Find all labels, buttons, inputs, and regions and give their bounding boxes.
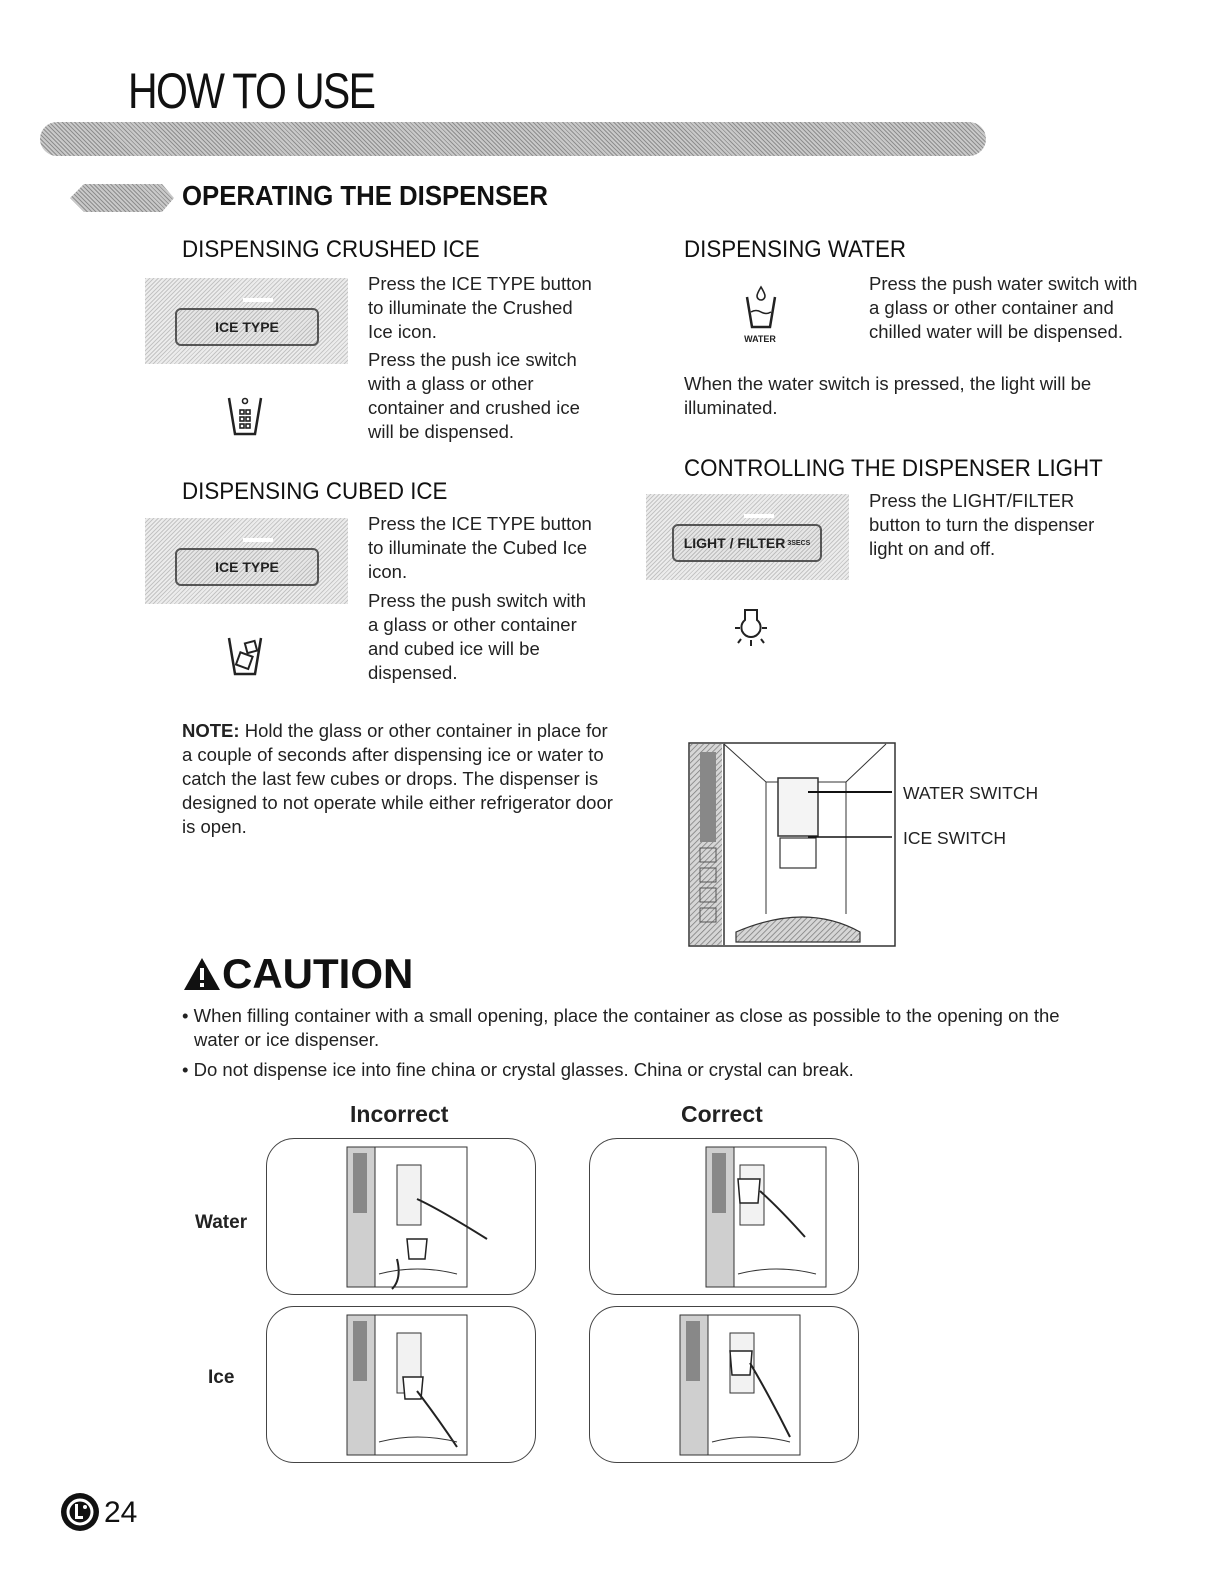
ice-type-panel-cubed <box>145 518 348 604</box>
panel-indicator <box>243 538 273 542</box>
cubed-ice-heading: DISPENSING CUBED ICE <box>182 478 448 505</box>
light-filter-button-image <box>672 524 822 562</box>
caution-title: CAUTION <box>222 950 414 997</box>
row-label-ice: Ice <box>208 1367 235 1388</box>
note-paragraph <box>182 719 622 839</box>
panel-indicator <box>243 298 273 302</box>
dispenser-illustration <box>267 1307 535 1462</box>
row-label-water: Water <box>195 1212 248 1233</box>
incorrect-water-illustration <box>266 1138 536 1295</box>
dispenser-illustration <box>267 1139 535 1294</box>
water-switch-callout: WATER SWITCH <box>903 783 1039 803</box>
water-icon <box>742 285 780 331</box>
caution-heading <box>182 950 413 998</box>
dispenser-illustration <box>590 1307 858 1462</box>
ice-type-button-image: ICE TYPE <box>175 548 319 586</box>
dispenser-diagram <box>688 742 898 948</box>
dispenser-illustration <box>590 1139 858 1294</box>
correct-heading: Correct <box>681 1101 763 1127</box>
incorrect-ice-illustration <box>266 1306 536 1463</box>
correct-water-illustration <box>589 1138 859 1295</box>
crushed-ice-icon <box>226 392 264 438</box>
light-filter-label: LIGHT / FILTER <box>683 535 786 551</box>
crushed-ice-step-1: Press the ICE TYPE button to illuminate the Crushed Ice icon. <box>368 273 592 342</box>
light-step-1: Press the LIGHT/FILTER button to turn the dispenser light on and off. <box>869 490 1095 559</box>
title-bar-decoration <box>40 122 986 156</box>
caution-item-1: • When filling container with a small opening, place the container as close as possible to the opening on the water or ice dispenser. <box>182 1005 1060 1050</box>
water-heading: DISPENSING WATER <box>684 236 906 263</box>
section-heading: OPERATING THE DISPENSER <box>182 180 548 211</box>
ice-switch-callout: ICE SWITCH <box>903 828 1007 848</box>
ice-type-button-image: ICE TYPE <box>175 308 319 346</box>
cubed-ice-step-2: Press the push switch with a glass or other container and cubed ice will be dispensed. <box>368 590 586 683</box>
note-text: Hold the glass or other container in place for a couple of seconds after dispensing ice or water to catch the last few cubes or drops. The dispenser is designed to not operate while either refrigerator door is open. <box>182 720 613 837</box>
cubed-ice-step-1: Press the ICE TYPE button to illuminate the Cubed Ice icon. <box>368 513 592 582</box>
page-title: HOW TO USE <box>128 63 375 119</box>
ice-type-panel <box>145 278 348 364</box>
light-heading: CONTROLLING THE DISPENSER LIGHT <box>684 455 1103 482</box>
light-filter-suffix: 3SECS <box>787 539 811 547</box>
correct-ice-illustration <box>589 1306 859 1463</box>
panel-indicator <box>744 514 774 518</box>
water-step-2: When the water switch is pressed, the light will be illuminated. <box>684 373 1092 418</box>
caution-item-2: • Do not dispense ice into fine china or crystal glasses. China or crystal can break. <box>182 1059 854 1080</box>
warning-icon <box>182 956 222 992</box>
cubed-ice-icon <box>226 632 264 678</box>
water-step-1: Press the push water switch with a glass or other container and chilled water will be dispensed. <box>869 273 1138 342</box>
crushed-ice-step-2: Press the push ice switch with a glass or other container and crushed ice will be dispensed. <box>368 349 580 442</box>
lg-logo-icon <box>60 1492 100 1532</box>
section-marker <box>70 184 174 212</box>
light-filter-panel <box>646 494 849 580</box>
crushed-ice-heading: DISPENSING CRUSHED ICE <box>182 236 480 263</box>
water-icon-label: WATER <box>744 334 776 344</box>
incorrect-heading: Incorrect <box>350 1101 449 1127</box>
note-label: NOTE: <box>182 720 240 741</box>
light-bulb-icon <box>733 606 769 648</box>
page-number: 24 <box>104 1496 138 1529</box>
